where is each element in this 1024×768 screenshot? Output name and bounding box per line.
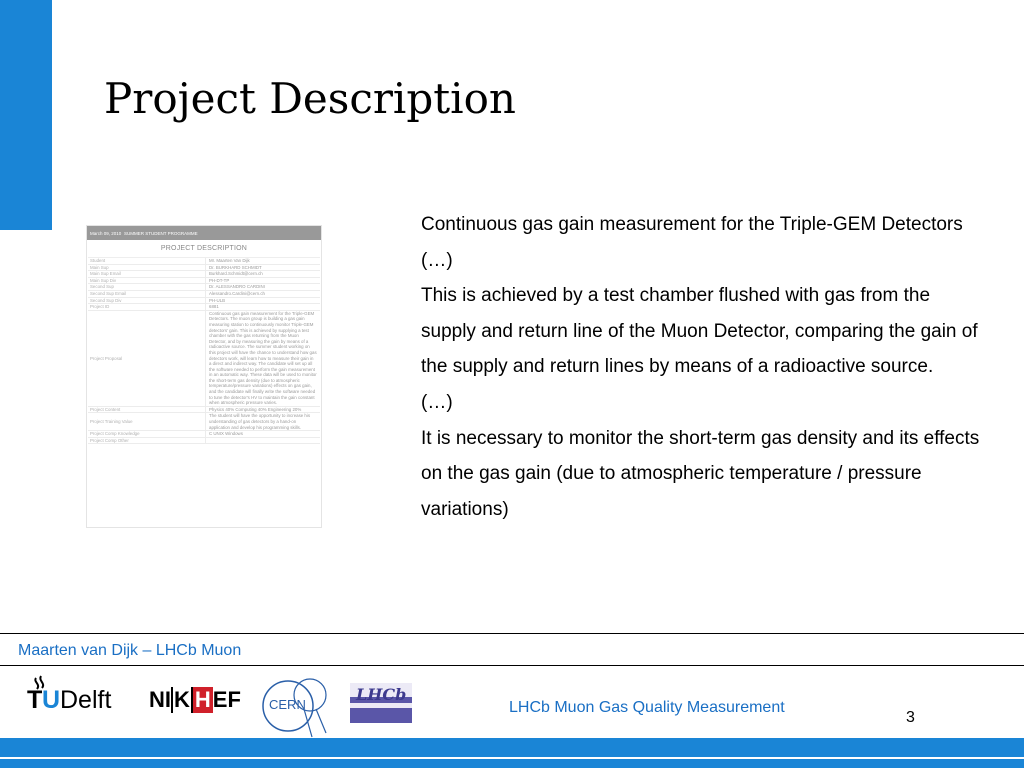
doc-row: [88, 271, 320, 278]
left-accent-bar: [0, 0, 52, 230]
doc-row-value: Burkhard.Schmidt@cern.ch: [205, 271, 320, 277]
doc-row-label: Project Content: [90, 406, 121, 412]
lhcb-wordmark: LHCb: [356, 685, 407, 704]
doc-row-label: Student: [90, 258, 106, 263]
doc-row: [88, 258, 320, 265]
doc-row-value: [205, 438, 320, 444]
doc-row-value: Physics 40% Computing 40% Engineering 20%: [205, 407, 320, 413]
slide-body: [421, 207, 981, 527]
bottom-accent-band: [0, 738, 1024, 768]
bottom-stripe: [0, 757, 1024, 759]
slide-title: Project Description: [104, 74, 516, 123]
doc-row: [88, 278, 320, 285]
nikhef-k: K: [171, 687, 193, 713]
doc-row: [88, 407, 320, 414]
doc-row: [88, 298, 320, 305]
doc-row-label: Second Sup Email: [90, 290, 127, 296]
nikhef-h: H: [194, 687, 211, 712]
doc-row: [88, 265, 320, 272]
doc-row-value: The student will have the opportunity to increase his understanding of gas detectors by a hand-on application and develop his programming skills.: [205, 413, 320, 430]
tudelft-t: T: [27, 686, 43, 714]
paragraph: It is necessary to monitor the short-term gas density and its effects on the gas gain (due to atmospheric temperature / pressure variations): [421, 427, 980, 520]
doc-row-label: Project ID: [90, 304, 110, 310]
doc-program: SUMMER STUDENT PROGRAMME: [124, 230, 198, 236]
paragraph: Continuous gas gain measurement for the Triple-GEM Detectors: [421, 214, 963, 235]
footer-author: Maarten van Dijk – LHCb Muon: [18, 642, 242, 659]
doc-row: [88, 284, 320, 291]
doc-date: March 09, 2010: [90, 230, 122, 236]
doc-title: PROJECT DESCRIPTION: [160, 245, 248, 252]
doc-row-label: Project Comp Knowledge: [90, 431, 140, 437]
cern-wordmark: CERN: [269, 697, 306, 712]
doc-row-label: Project Training Value: [90, 419, 133, 425]
doc-row-label: Second Sup: [90, 284, 114, 290]
paragraph: This is achieved by a test chamber flushed with gas from the supply and return line of the Muon Detector, comparing the gain of the supply and return lines by means of a radioactive source.: [421, 285, 978, 378]
lhcb-logo: [350, 683, 412, 723]
doc-row-value: C UNIX Windows: [205, 431, 320, 437]
footer-project: LHCb Muon Gas Quality Measurement: [509, 699, 785, 716]
doc-row-value: PH-DT-TP: [205, 278, 320, 284]
nikhef-logo: [149, 683, 241, 717]
footer-bottom-rule: [0, 665, 1024, 666]
doc-row-value: Dr. BURKHARD SCHMIDT: [205, 265, 320, 271]
project-description-document: [86, 225, 322, 528]
doc-row: [88, 304, 320, 311]
doc-row-label: Main Sup Div: [90, 277, 117, 283]
footer-top-rule: [0, 633, 1024, 634]
paragraph: (…): [421, 391, 453, 413]
doc-row: [88, 438, 320, 445]
doc-row-label: Main Sup Email: [90, 271, 121, 277]
doc-row: [88, 413, 320, 431]
doc-row: [88, 291, 320, 298]
nikhef-part: NI: [149, 687, 171, 712]
doc-row-value: Alessandro.Cardini@cern.ch: [205, 291, 320, 297]
paragraph: (…): [421, 249, 453, 271]
tudelft-logo: [27, 674, 129, 714]
tudelft-word: Delft: [60, 686, 112, 714]
doc-row-label: Second Sup Div: [90, 297, 122, 303]
nikhef-part: EF: [212, 687, 241, 712]
doc-row-value: Continuous gas gain measurement for the Triple-GEM Detectors. The muon group is building a gas gain measuring station to continuously monitor Triple-GEM detectors' gain. This is achieved by supplying a test chamber with the gas returning from the Muon Detector, and by measuring the gain by means of a radioactive source. The summer student working on this project will have the chance to understand how gas detectors work, will learn how to measure their gain in a direct and indirect way. The candidate will set up all the software needed to perform the gain measurement in an automatic way. These data will be used to monitor the short-term gas density (due to atmospheric temperature/pressure variations) effects on gas gain, and the candidate will finally write the software needed to tune the detector's HV to maintain the gain constant when atmospheric pressure varies.: [205, 311, 320, 406]
doc-row-label: Main Sup: [90, 264, 109, 270]
doc-row-label: Project Comp Other: [90, 437, 129, 443]
tudelft-u: U: [42, 686, 61, 714]
doc-row: [88, 431, 320, 438]
doc-row-value: Mr. Maarten Van Dijk: [205, 258, 320, 264]
doc-header: [87, 226, 321, 240]
doc-row-value: 6881: [205, 304, 320, 310]
doc-row-value: PH-ULB: [205, 298, 320, 304]
page-number: 3: [906, 709, 915, 726]
doc-table: [88, 257, 320, 444]
cern-logo: [260, 673, 330, 739]
doc-row-label: Project Proposal: [90, 355, 123, 361]
doc-row-value: Dr. ALESSANDRO CARDINI: [205, 284, 320, 290]
doc-row: [88, 311, 320, 407]
